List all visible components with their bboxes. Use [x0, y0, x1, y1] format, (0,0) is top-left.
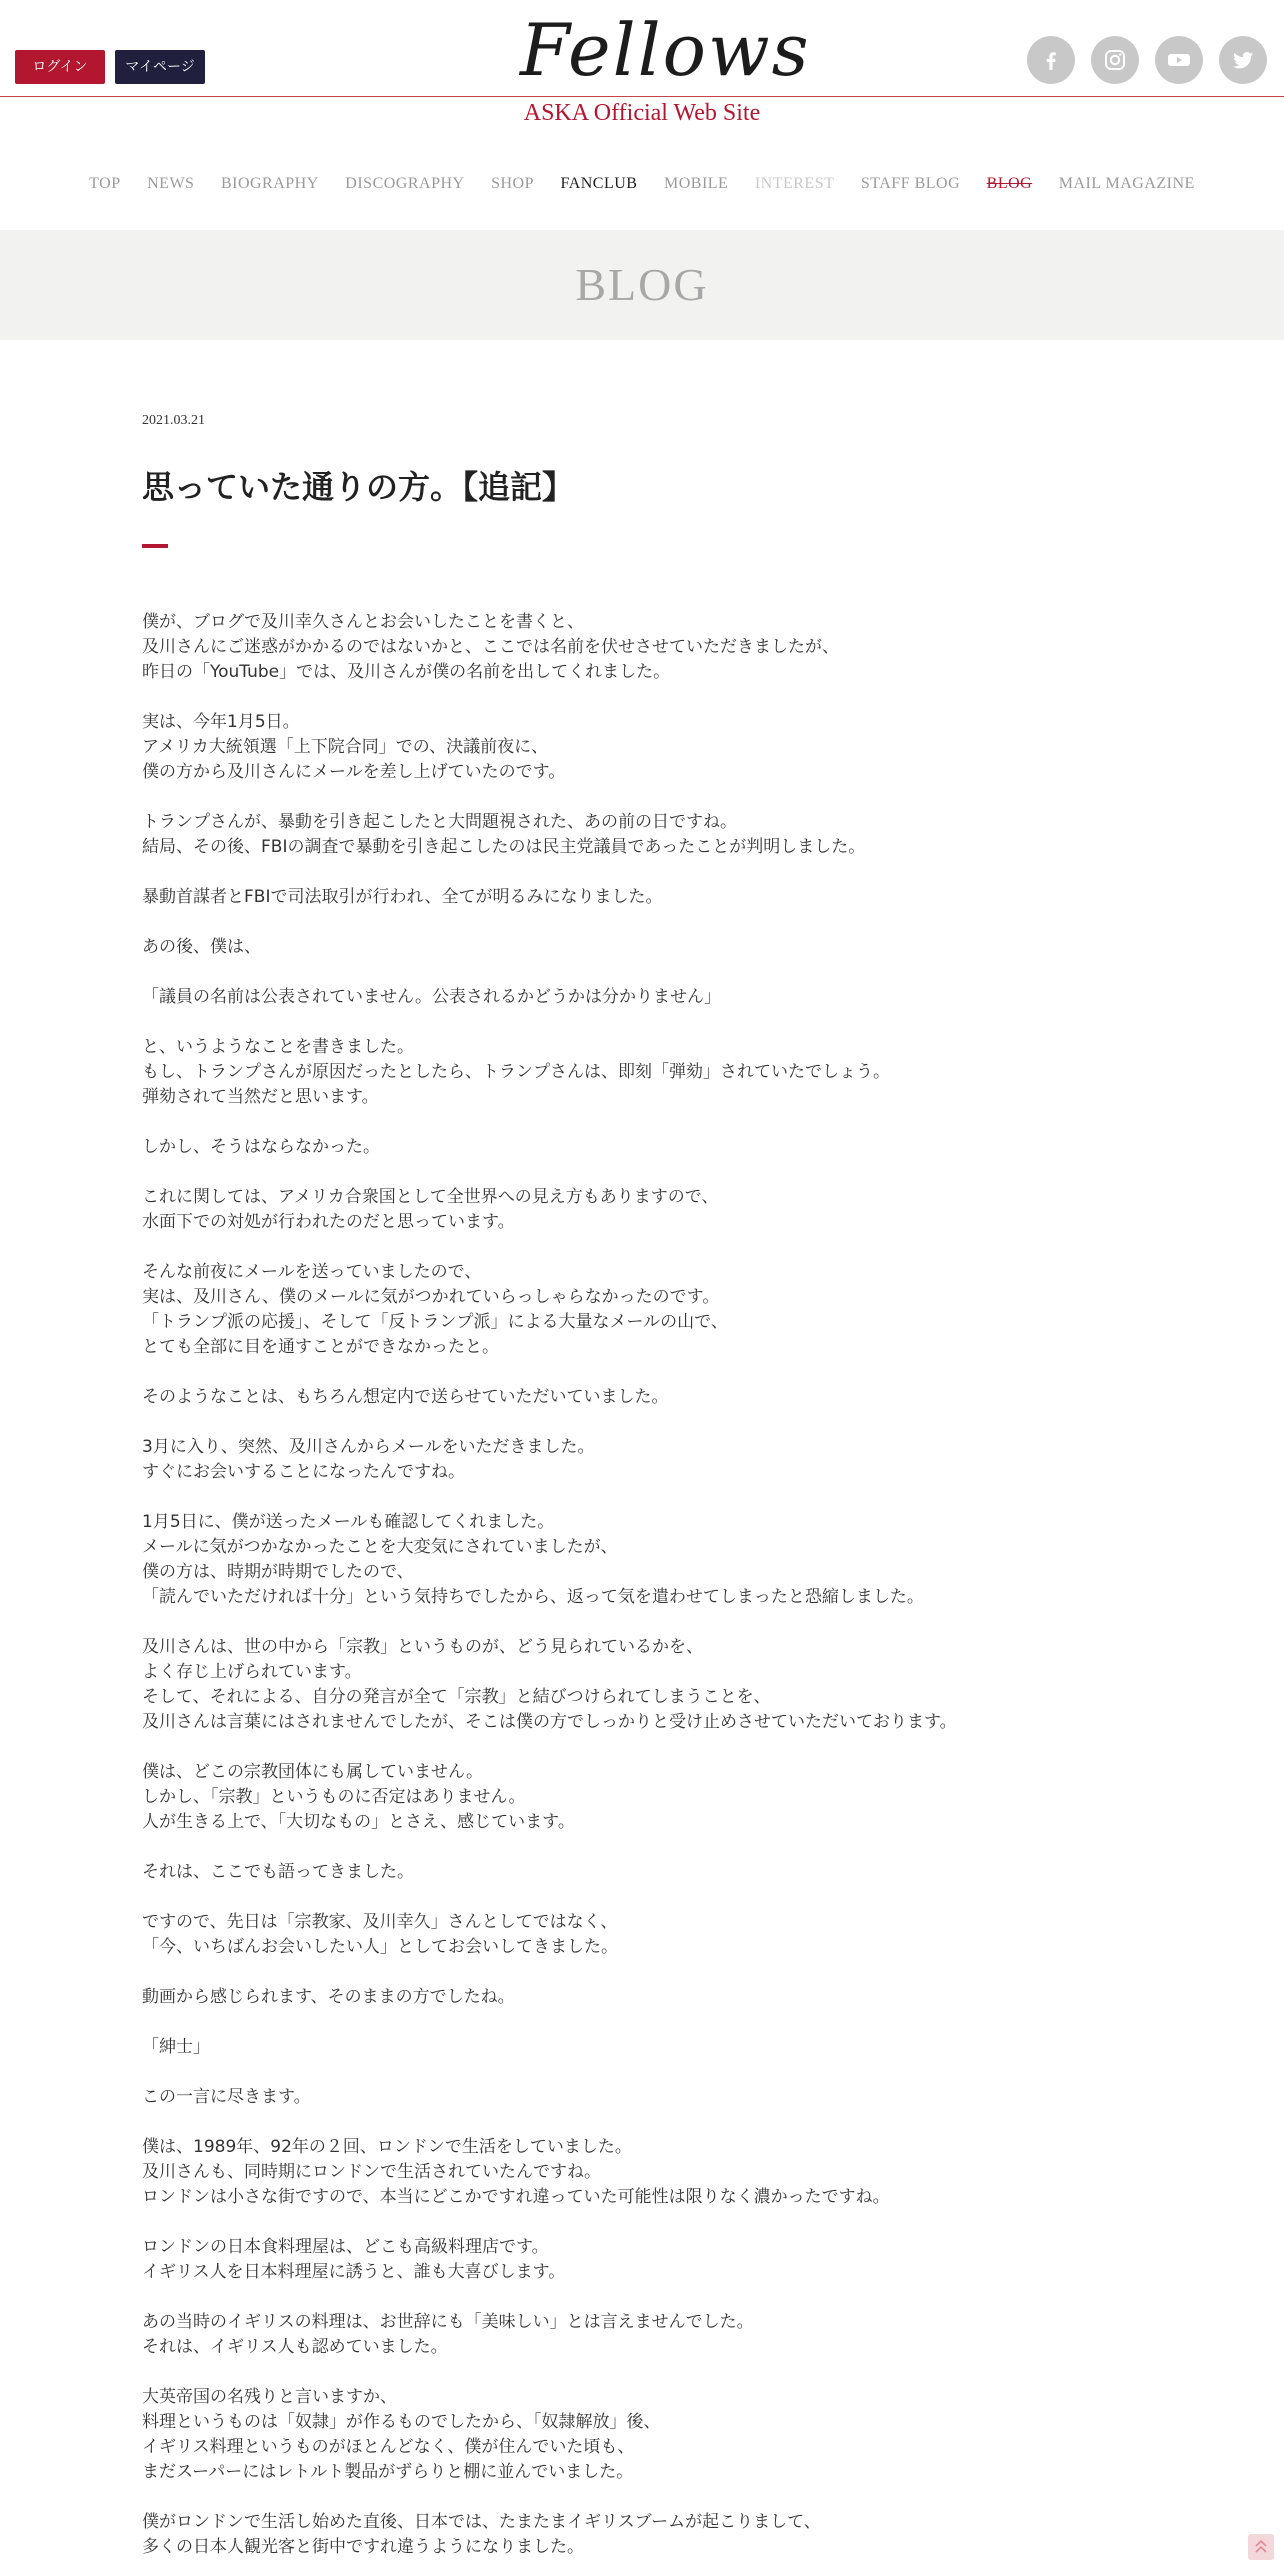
post-line: 及川さんは、世の中から「宗教」というものが、どう見られているかを、 — [142, 1637, 703, 1657]
nav-mobile[interactable]: MOBILE — [663, 175, 729, 192]
post-line: 及川さんは言葉にはされませんでしたが、そこは僕の方でしっかりと受け止めさせていただいております。 — [142, 1712, 957, 1732]
post-line: 暴動首謀者とFBIで司法取引が行われ、全てが明るみになりました。 — [142, 887, 663, 907]
post-line: この一言に尽きます。 — [142, 2087, 311, 2107]
post-line: それは、ここでも語ってきました。 — [142, 1862, 414, 1882]
youtube-link[interactable] — [1155, 36, 1203, 84]
post-line: メールに気がつかなかったことを大変気にされていましたが、 — [142, 1537, 618, 1557]
paragraph-gap — [142, 1485, 1182, 1510]
paragraph-gap — [142, 2010, 1182, 2035]
post-line: あの当時のイギリスの料理は、お世辞にも「美味しい」とは言えませんでした。 — [142, 2312, 754, 2332]
post-line: そんな前夜にメールを送っていましたので、 — [142, 1262, 482, 1282]
paragraph-gap — [142, 910, 1182, 935]
post-line: 人が生きる上で、「大切なもの」とさえ、感じています。 — [142, 1812, 575, 1832]
nav-staff-blog[interactable]: STAFF BLOG — [860, 175, 961, 192]
post-date: 2021.03.21 — [142, 413, 205, 428]
post-line: ロンドンの日本食料理屋は、どこも高級料理店です。 — [142, 2237, 549, 2257]
post-line: しかし、「宗教」というものに否定はありません。 — [142, 1787, 526, 1807]
nav-news[interactable]: NEWS — [147, 175, 195, 192]
paragraph-gap — [142, 1410, 1182, 1435]
nav-blog[interactable]: BLOG — [986, 175, 1033, 192]
post-line: アメリカ大統領選「上下院合同」での、決議前夜に、 — [142, 737, 549, 757]
post-line: これに関しては、アメリカ合衆国として全世界への見え方もありますので、 — [142, 1187, 719, 1207]
post-line: 僕の方は、時期が時期でしたので、 — [142, 1562, 414, 1582]
post-line: 及川さんも、同時期にロンドンで生活されていたんですね。 — [142, 2162, 601, 2182]
title-underline — [142, 544, 168, 548]
post-line: トランプさんが、暴動を引き起こしたと大問題視された、あの前の日ですね。 — [142, 812, 737, 832]
post-line: 弾劾されて当然だと思います。 — [142, 1087, 379, 1107]
post-line: とても全部に目を通すことができなかったと。 — [142, 1337, 499, 1357]
post-line: もし、トランプさんが原因だったとしたら、トランプさんは、即刻「弾劾」されていたでしょう。 — [142, 1062, 890, 1082]
post-line: まだスーパーにはレトルト製品がずらりと棚に並んでいました。 — [142, 2462, 634, 2482]
post-line: 僕は、どこの宗教団体にも属していません。 — [142, 1762, 484, 1782]
post-line: 僕の方から及川さんにメールを差し上げていたのです。 — [142, 762, 566, 782]
paragraph-gap — [142, 1610, 1182, 1635]
paragraph-gap — [142, 1110, 1182, 1135]
youtube-icon — [1167, 48, 1191, 72]
post-line: ですので、先日は「宗教家、及川幸久」さんとしてではなく、 — [142, 1912, 618, 1932]
instagram-link[interactable] — [1091, 36, 1139, 84]
paragraph-gap — [142, 1360, 1182, 1385]
post-line: 僕は、1989年、92年の２回、ロンドンで生活をしていました。 — [142, 2137, 632, 2157]
chevron-up-icon — [1248, 2534, 1274, 2560]
paragraph-gap — [142, 1010, 1182, 1035]
paragraph-gap — [142, 2110, 1182, 2135]
post-line: 僕が、ブログで及川幸久さんとお会いしたことを書くと、 — [142, 612, 584, 632]
post-line: イギリス料理というものがほとんどなく、僕が住んでいた頃も、 — [142, 2437, 635, 2457]
facebook-link[interactable] — [1027, 36, 1075, 84]
paragraph-gap — [142, 785, 1182, 810]
nav-interest[interactable]: INTEREST — [754, 175, 835, 192]
post-line: よく存じ上げられています。 — [142, 1662, 362, 1682]
paragraph-gap — [142, 860, 1182, 885]
facebook-icon — [1039, 48, 1063, 72]
paragraph-gap — [142, 2210, 1182, 2235]
twitter-icon — [1231, 48, 1255, 72]
site-subtitle: ASKA Official Web Site — [523, 100, 761, 126]
instagram-icon — [1103, 48, 1127, 72]
post-line: それは、イギリス人も認めていました。 — [142, 2337, 448, 2357]
nav-fanclub[interactable]: FANCLUB — [560, 175, 638, 192]
paragraph-gap — [142, 1735, 1182, 1760]
post-line: 水面下での対処が行われたのだと思っています。 — [142, 1212, 515, 1232]
post-line: 実は、及川さん、僕のメールに気がつかれていらっしゃらなかったのです。 — [142, 1287, 720, 1307]
mypage-button[interactable]: マイページ — [115, 50, 205, 84]
paragraph-gap — [142, 685, 1182, 710]
post-line: 1月5日に、僕が送ったメールも確認してくれました。 — [142, 1512, 555, 1532]
post-line: あの後、僕は、 — [142, 937, 261, 957]
paragraph-gap — [142, 2060, 1182, 2085]
post-line: イギリス人を日本料理屋に誘うと、誰も大喜びします。 — [142, 2262, 566, 2282]
page-title-band — [0, 230, 1284, 340]
post-line: と、いうようなことを書きました。 — [142, 1037, 414, 1057]
post-line: 動画から感じられます、そのままの方でしたね。 — [142, 1987, 515, 2007]
post-line: 結局、その後、FBIの調査で暴動を引き起こしたのは民主党議員であったことが判明しました。 — [142, 837, 866, 857]
nav-mail-magazine[interactable]: MAIL MAGAZINE — [1058, 175, 1195, 192]
paragraph-gap — [142, 1885, 1182, 1910]
post-line: そのようなことは、もちろん想定内で送らせていただいていました。 — [142, 1387, 669, 1407]
post-line: 及川さんにご迷惑がかかるのではないかと、ここでは名前を伏せさせていただきましたが、 — [142, 637, 839, 657]
paragraph-gap — [142, 1235, 1182, 1260]
post-line: そして、それによる、自分の発言が全て「宗教」と結びつけられてしまうことを、 — [142, 1687, 771, 1707]
post-line: しかし、そうはならなかった。 — [142, 1137, 380, 1157]
post-line: 料理というものは「奴隷」が作るものでしたから、「奴隷解放」後、 — [142, 2412, 661, 2432]
post-line: 「紳士」 — [142, 2037, 210, 2057]
post-line: 「今、いちばんお会いしたい人」としてお会いしてきました。 — [142, 1937, 618, 1957]
post-line: 「議員の名前は公表されていません。公表されるかどうかは分かりません」 — [142, 987, 722, 1007]
post-line: 「トランプ派の応援」、そして「反トランプ派」による大量なメールの山で、 — [142, 1312, 728, 1332]
post-line: 実は、今年1月5日。 — [142, 712, 300, 732]
twitter-link[interactable] — [1219, 36, 1267, 84]
paragraph-gap — [142, 2285, 1182, 2310]
post-line: 大英帝国の名残りと言いますか、 — [142, 2387, 397, 2407]
site-logo[interactable]: Fellows — [520, 8, 811, 92]
post-line: 多くの日本人観光客と街中ですれ違うようになりました。 — [142, 2537, 584, 2557]
post-line: 「読んでいただければ十分」という気持ちでしたから、返って気を遣わせてしまったと恐縮しました。 — [142, 1587, 924, 1607]
nav-shop[interactable]: SHOP — [491, 175, 534, 192]
post-title: 思っていた通りの方。【追記】 — [142, 468, 575, 506]
nav-discography[interactable]: DISCOGRAPHY — [345, 175, 465, 192]
post-line: 僕がロンドンで生活し始めた直後、日本では、たまたまイギリスブームが起こりまして、 — [142, 2512, 821, 2532]
paragraph-gap — [142, 1835, 1182, 1860]
post-line: ロンドンは小さな街ですので、本当にどこかですれ違っていた可能性は限りなく濃かったですね。 — [142, 2187, 890, 2207]
post-line: すぐにお会いすることになったんですね。 — [142, 1462, 465, 1482]
paragraph-gap — [142, 1960, 1182, 1985]
paragraph-gap — [142, 2360, 1182, 2385]
main-nav — [0, 175, 1284, 193]
post-line: 3月に入り、突然、及川さんからメールをいただきました。 — [142, 1437, 595, 1457]
post-line: 昨日の「YouTube」では、及川さんが僕の名前を出してくれました。 — [142, 662, 671, 682]
post-body — [142, 610, 1182, 2560]
paragraph-gap — [142, 1160, 1182, 1185]
paragraph-gap — [142, 960, 1182, 985]
back-to-top-button[interactable] — [1248, 2534, 1274, 2560]
login-button[interactable]: ログイン — [15, 50, 105, 84]
paragraph-gap — [142, 2485, 1182, 2510]
nav-top[interactable]: TOP — [89, 175, 121, 192]
site-header — [0, 0, 1284, 97]
page-title: BLOG — [575, 259, 709, 310]
nav-biography[interactable]: BIOGRAPHY — [220, 175, 319, 192]
